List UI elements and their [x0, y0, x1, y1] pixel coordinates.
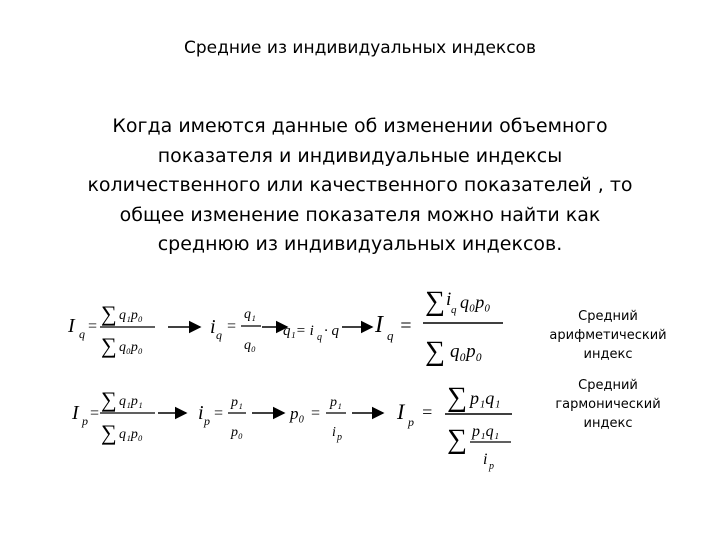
svg-text:q₁p₁: q₁p₁: [119, 394, 143, 409]
svg-text:=: =: [421, 402, 434, 422]
note-line: Средний: [578, 309, 638, 324]
note-line: индекс: [583, 416, 633, 431]
svg-text:q₀p₀: q₀p₀: [460, 292, 491, 312]
svg-text:=: =: [399, 315, 413, 337]
svg-text:=: =: [310, 405, 321, 422]
row1-formula-individual-index: [210, 307, 261, 353]
svg-text:p: p: [82, 414, 88, 428]
row2-formula-harmonic-mean: [396, 382, 512, 472]
svg-text:i: i: [446, 289, 452, 310]
svg-text:q₁= i: q₁= i: [283, 323, 314, 339]
row2-formula-individual-index: [198, 395, 246, 440]
svg-text:I: I: [68, 315, 75, 337]
svg-text:q₀: q₀: [244, 338, 256, 353]
svg-text:q: q: [387, 328, 394, 343]
svg-text:q: q: [216, 328, 222, 342]
svg-text:p₀: p₀: [231, 425, 243, 440]
svg-text:∑: ∑: [101, 333, 117, 358]
svg-text:p₁: p₁: [330, 395, 342, 410]
svg-text:=: =: [213, 405, 224, 422]
paragraph-line: общее изменение показателя можно найти как: [119, 203, 601, 226]
svg-text:q₁p₀: q₁p₀: [119, 427, 143, 442]
note-line: индекс: [583, 347, 633, 362]
row1-formula-q1: [283, 323, 340, 343]
paragraph-line: показателя и индивидуальные индексы: [157, 144, 563, 167]
svg-text:p₁q₁: p₁q₁: [472, 423, 500, 440]
svg-text:I: I: [72, 402, 79, 424]
svg-text:q₀p₀: q₀p₀: [119, 340, 143, 355]
svg-text:∑: ∑: [447, 382, 467, 413]
svg-text:i: i: [332, 425, 336, 440]
svg-text:p: p: [408, 415, 414, 429]
svg-text:=: =: [89, 405, 100, 422]
paragraph-line: количественного или качественного показателей , то: [87, 174, 633, 196]
svg-text:∑: ∑: [447, 424, 467, 455]
svg-text:p₀: p₀: [290, 404, 305, 423]
paragraph-line: Когда имеются данные об изменении объемного: [112, 115, 608, 137]
row2-formula-p0: [289, 395, 346, 443]
svg-text:q: q: [317, 332, 322, 343]
svg-text:· q: · q: [324, 323, 339, 339]
svg-text:=: =: [226, 318, 237, 335]
row1-formula-aggregate-index: [67, 301, 155, 358]
svg-text:p₁q₁: p₁q₁: [470, 388, 501, 408]
row2-formula-aggregate-index: [71, 387, 155, 445]
note-line: гармонический: [555, 397, 661, 412]
note-line: арифметический: [549, 328, 667, 343]
svg-text:p: p: [204, 414, 210, 428]
svg-text:∑: ∑: [101, 387, 117, 412]
note-arithmetic-mean: [538, 307, 678, 364]
note-harmonic-mean: [538, 376, 678, 433]
svg-text:q₀p₀: q₀p₀: [450, 341, 483, 362]
svg-text:i: i: [210, 316, 216, 338]
svg-text:q: q: [79, 327, 85, 341]
svg-text:p: p: [337, 432, 342, 443]
paragraph-line: среднюю из индивидуальных индексов.: [157, 233, 563, 255]
svg-text:∑: ∑: [101, 420, 117, 445]
svg-text:∑: ∑: [425, 286, 445, 317]
svg-text:I: I: [397, 399, 405, 424]
svg-text:p: p: [489, 461, 494, 472]
svg-text:=: =: [87, 318, 98, 335]
note-line: Средний: [578, 378, 638, 393]
svg-text:q₁: q₁: [244, 307, 256, 322]
svg-text:i: i: [483, 451, 488, 468]
page-title: Средние из индивидуальных индексов: [184, 38, 536, 58]
svg-text:i: i: [198, 402, 204, 424]
svg-text:I: I: [375, 312, 383, 338]
svg-text:∑: ∑: [425, 336, 445, 367]
row1-formula-arithmetic-mean: [374, 286, 503, 367]
svg-text:∑: ∑: [101, 301, 117, 326]
svg-text:p₁: p₁: [231, 395, 243, 410]
svg-text:q: q: [451, 304, 457, 316]
svg-text:q₁p₀: q₁p₀: [119, 308, 143, 323]
